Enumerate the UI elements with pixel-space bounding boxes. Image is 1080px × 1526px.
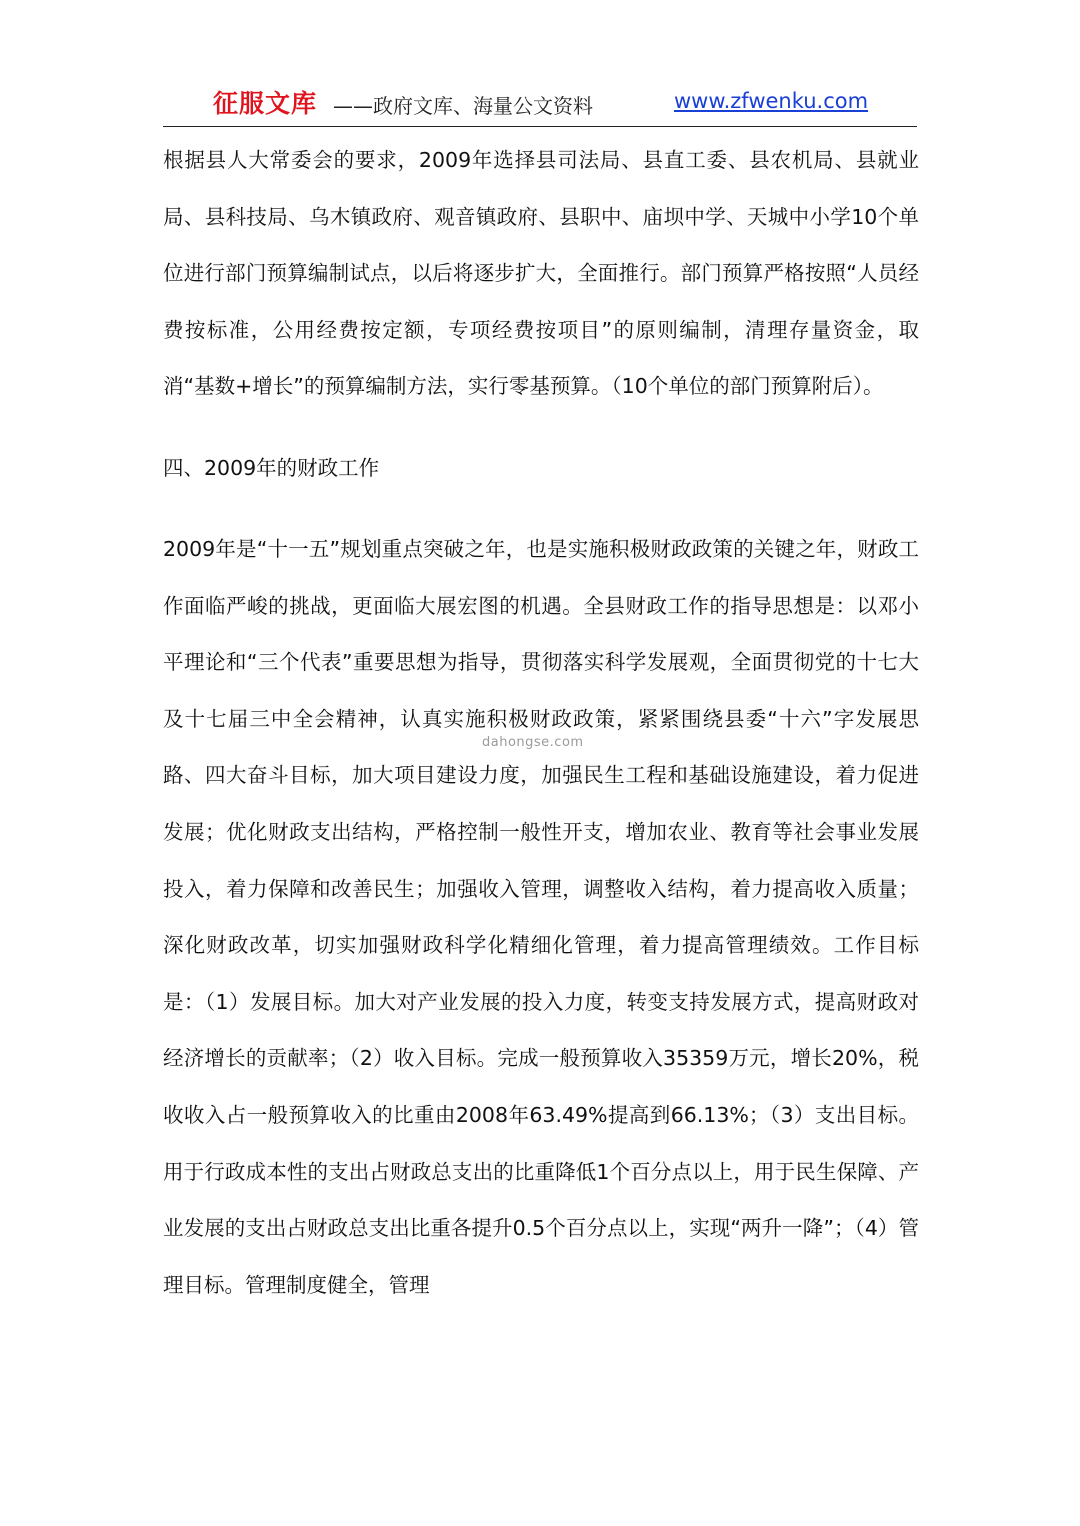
document-body bbox=[163, 132, 919, 1313]
brand-logo-text: 征服文库 bbox=[213, 89, 318, 118]
header-tagline: ——政府文库、海量公文资料 bbox=[333, 94, 593, 118]
paragraph-budget-pilot: 根据县人大常委会的要求，2009年选择县司法局、县直工委、县农机局、县就业局、县科技局、乌木镇政府、观音镇政府、县职中、庙坝中学、天城中小学10个单位进行部门预算编制试点，以后将逐步扩大，全面推行。部门预算严格按照“人员经费按标准，公用经费按定额，专项经费按项目”的原则编制，清理存量资金，取消“基数+增长”的预算编制方法，实行零基预算。（10个单位的部门预算附后）。 bbox=[163, 148, 919, 399]
site-url-link[interactable]: www.zfwenku.com bbox=[674, 89, 869, 113]
section-heading-4: 四、2009年的财政工作 bbox=[163, 455, 380, 480]
watermark-text: dahongse.com bbox=[482, 735, 584, 750]
paragraph-2009-fiscal-work: 2009年是“十一五”规划重点突破之年，也是实施积极财政政策的关键之年，财政工作面临严峻的挑战，更面临大展宏图的机遇。全县财政工作的指导思想是：以邓小平理论和“三个代表”重要思想为指导，贯彻落实科学发展观，全面贯彻党的十七大及十七届三中全会精神，认真实施积极财政政策，紧紧围绕县委“十六”字发展思路、四大奋斗目标，加大项目建设力度，加强民生工程和基础设施建设，着力促进发展；优化财政支出结构，严格控制一般性开支，增加农业、教育等社会事业发展投入，着力保障和改善民生；加强收入管理，调整收入结构，着力提高收入质量；深化财政改革，切实加强财政科学化精细化管理，着力提高管理绩效。工作目标是：（1）发展目标。加大对产业发展的投入力度，转变支持发展方式，提高财政对经济增长的贡献率；（2）收入目标。完成一般预算收入35359万元，增长20%，税收收入占一般预算收入的比重由2008年63.49%提高到66.13%；（3）支出目标。用于行政成本性的支出占财政总支出的比重降低1个百分点以上，用于民生保障、产业发展的支出占财政总支出比重各提升0.5个百分点以上，实现“两升一降”；（4）管理目标。管理制度健全，管理 bbox=[163, 536, 919, 1297]
page-header bbox=[163, 84, 917, 127]
